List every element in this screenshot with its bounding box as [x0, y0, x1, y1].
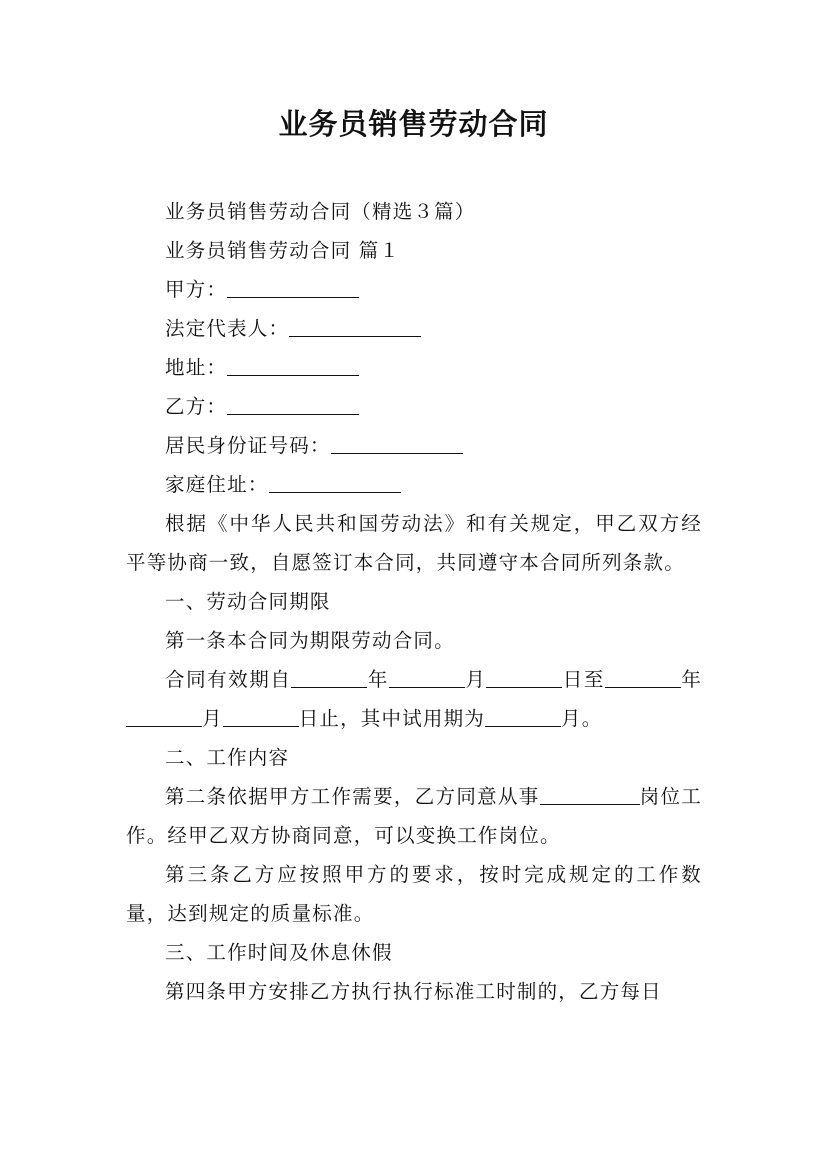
- id-number-label: 居民身份证号码：: [165, 434, 331, 457]
- party-a-field: [126, 270, 702, 309]
- end-year-blank: [605, 667, 681, 688]
- start-month-blank: [389, 667, 465, 688]
- start-year-blank: [291, 667, 367, 688]
- part-heading: 业务员销售劳动合同 篇１: [165, 239, 401, 262]
- end-month-label: 月: [202, 707, 223, 730]
- home-address-label: 家庭住址：: [165, 473, 269, 496]
- party-b-field: [126, 387, 702, 426]
- section3-heading: 三、工作时间及休息休假: [165, 941, 393, 964]
- article3: 第三条乙方应按照甲方的要求，按时完成规定的工作数量，达到规定的质量标准。: [126, 863, 702, 925]
- legal-rep-label: 法定代表人：: [165, 317, 290, 340]
- address-label: 地址：: [165, 356, 228, 379]
- article2-suffix: 岗位工作。经甲乙双方协商同意，可以变换工作岗位。: [126, 785, 702, 847]
- address-blank: [227, 355, 359, 376]
- document-title: 业务员销售劳动合同: [278, 107, 549, 141]
- day-to-label: 日至: [562, 668, 605, 691]
- document-body: [126, 192, 702, 1011]
- month-end-label: 月。: [561, 707, 603, 730]
- legal-rep-field: [126, 309, 702, 348]
- end-day-blank: [223, 706, 299, 727]
- year-label: 年: [367, 668, 389, 691]
- post-blank: [540, 784, 640, 805]
- article1: 第一条本合同为期限劳动合同。: [165, 629, 455, 652]
- term-prefix: 合同有效期自: [165, 668, 292, 691]
- contract-term-paragraph: [126, 660, 702, 738]
- subtitle: 业务员销售劳动合同（精选３篇）: [165, 200, 476, 223]
- id-number-blank: [331, 433, 463, 454]
- article2-prefix: 第二条依据甲方工作需要，乙方同意从事: [165, 785, 540, 808]
- article4: 第四条甲方安排乙方执行执行标准工时制的，乙方每日: [165, 980, 662, 1003]
- party-b-blank: [227, 394, 359, 415]
- end-month-blank: [126, 706, 202, 727]
- end-year-label: 年: [680, 668, 703, 691]
- address-field: [126, 348, 702, 387]
- home-address-field: [126, 465, 702, 504]
- party-a-blank: [227, 277, 359, 298]
- article2: [126, 777, 702, 855]
- party-a-label: 甲方：: [165, 278, 228, 301]
- intro-paragraph: 根据《中华人民共和国劳动法》和有关规定，甲乙双方经平等协商一致，自愿签订本合同，共同遵守本合同所列条款。: [126, 512, 702, 574]
- start-day-blank: [486, 667, 562, 688]
- probation-blank: [485, 706, 561, 727]
- id-number-field: [126, 426, 702, 465]
- home-address-blank: [269, 472, 401, 493]
- legal-rep-blank: [289, 316, 421, 337]
- section1-heading: 一、劳动合同期限: [165, 590, 331, 613]
- section2-heading: 二、工作内容: [165, 746, 290, 769]
- day-end-label: 日止，其中试用期为: [298, 707, 486, 730]
- month-label: 月: [464, 668, 487, 691]
- party-b-label: 乙方：: [165, 395, 228, 418]
